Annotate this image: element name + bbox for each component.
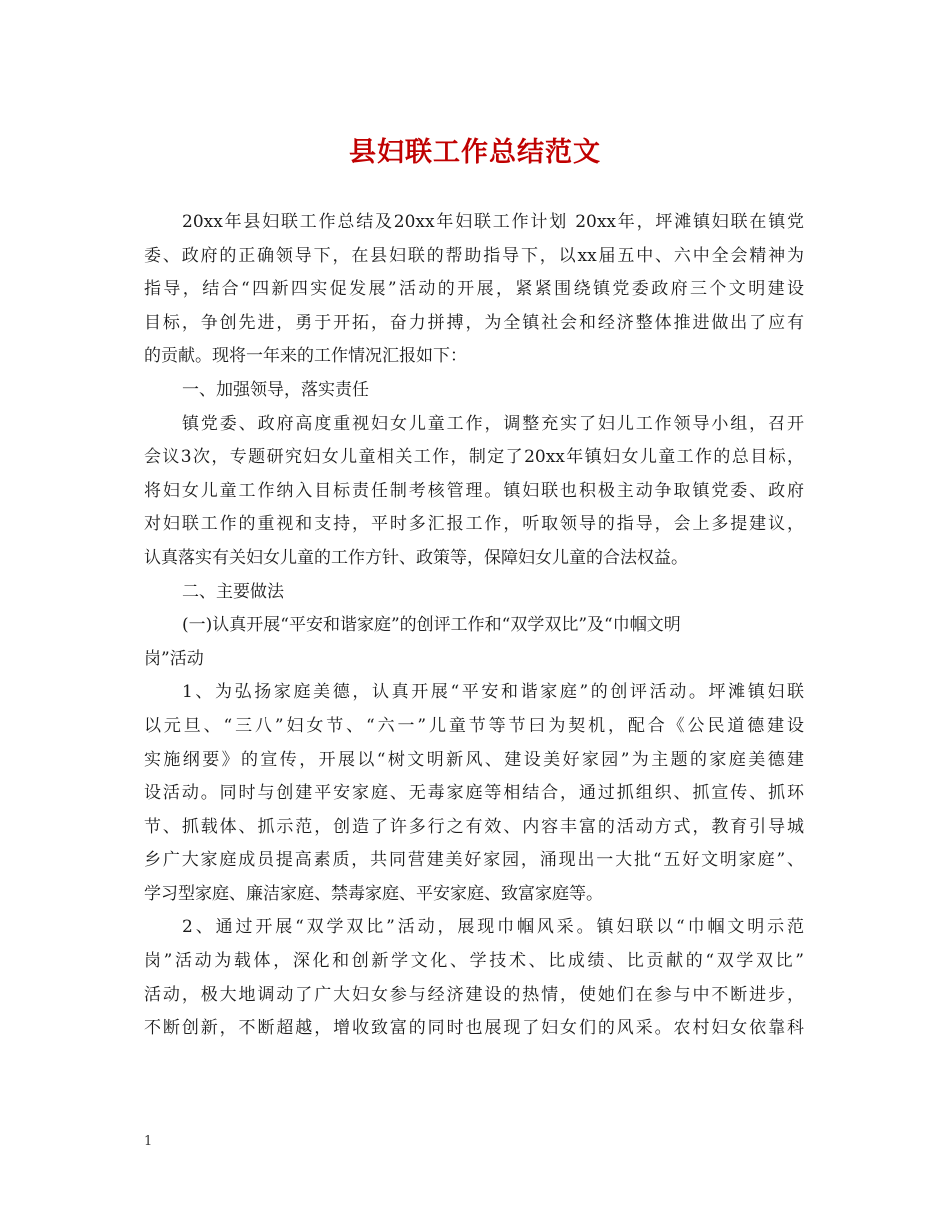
text-line: 认真落实有关妇女儿童的工作方针、政策等，保障妇女儿童的合法权益。 — [144, 547, 688, 568]
text-line: 乡广大家庭成员提高素质，共同营建美好家园，涌现出一大批“五好文明家庭”、 — [144, 850, 804, 871]
text-line: 目标，争创先进，勇于开拓，奋力拼搏，为全镇社会和经济整体推进做出了应有 — [144, 312, 804, 333]
text-line: 镇党委、政府高度重视妇女儿童工作，调整充实了妇儿工作领导小组，召开 — [182, 413, 804, 434]
text-line: 实施纲要》的宣传，开展以“树文明新风、建设美好家园”为主题的家庭美德建 — [144, 749, 804, 770]
text-line: 节、抓载体、抓示范，创造了许多行之有效、内容丰富的活动方式，教育引导城 — [144, 816, 804, 837]
text-line: 设活动。同时与创建平安家庭、无毒家庭等相结合，通过抓组织、抓宣传、抓环 — [144, 783, 804, 804]
text-line: 学习型家庭、廉洁家庭、禁毒家庭、平安家庭、致富家庭等。 — [144, 883, 603, 904]
text-line: 2、通过开展“双学双比”活动，展现巾帼风采。镇妇联以“巾帼文明示范 — [182, 917, 804, 938]
text-line: 以元旦、“三八”妇女节、“六一”儿童节等节曰为契机，配合《公民道德建设 — [144, 715, 804, 736]
text-line: 1、为弘扬家庭美德，认真开展“平安和谐家庭”的创评活动。坪滩镇妇联 — [182, 682, 804, 703]
text-line: 岗”活动 — [144, 648, 204, 669]
text-line: 二、主要做法 — [182, 581, 284, 602]
text-line: 委、政府的正确领导下，在县妇联的帮助指导下，以xx届五中、六中全会精神为 — [144, 245, 804, 266]
text-line: 一、加强领导，落实责任 — [182, 379, 369, 400]
text-line: 岗”活动为载体，深化和创新学文化、学技术、比成绩、比贡献的“双学双比” — [144, 951, 804, 972]
text-line: 对妇联工作的重视和支持，平时多汇报工作，听取领导的指导，会上多提建议， — [144, 514, 804, 535]
text-line: (一)认真开展“平安和谐家庭”的创评工作和“双学双比”及“巾帼文明 — [182, 615, 681, 636]
document-title: 县妇联工作总结范文 — [349, 137, 601, 168]
text-line: 不断创新，不断超越，增收致富的同时也展现了妇女们的风采。农村妇女依靠科 — [144, 1018, 804, 1039]
text-line: 的贡献。现将一年来的工作情况汇报如下： — [144, 346, 467, 367]
text-line: 会议3次，专题研究妇女儿童相关工作，制定了20xx年镇妇女儿童工作的总目标， — [144, 447, 804, 468]
text-line: 20xx年县妇联工作总结及20xx年妇联工作计划 20xx年，坪滩镇妇联在镇党 — [182, 212, 804, 232]
document-body — [144, 206, 804, 1046]
page-number: 1 — [144, 1134, 153, 1149]
text-line: 指导，结合“四新四实促发展”活动的开展，紧紧围绕镇党委政府三个文明建设 — [144, 279, 804, 300]
text-line: 将妇女儿童工作纳入目标责任制考核管理。镇妇联也积极主动争取镇党委、政府 — [144, 480, 804, 501]
text-line: 活动，极大地调动了广大妇女参与经济建设的热情，使她们在参与中不断进步， — [144, 984, 804, 1005]
